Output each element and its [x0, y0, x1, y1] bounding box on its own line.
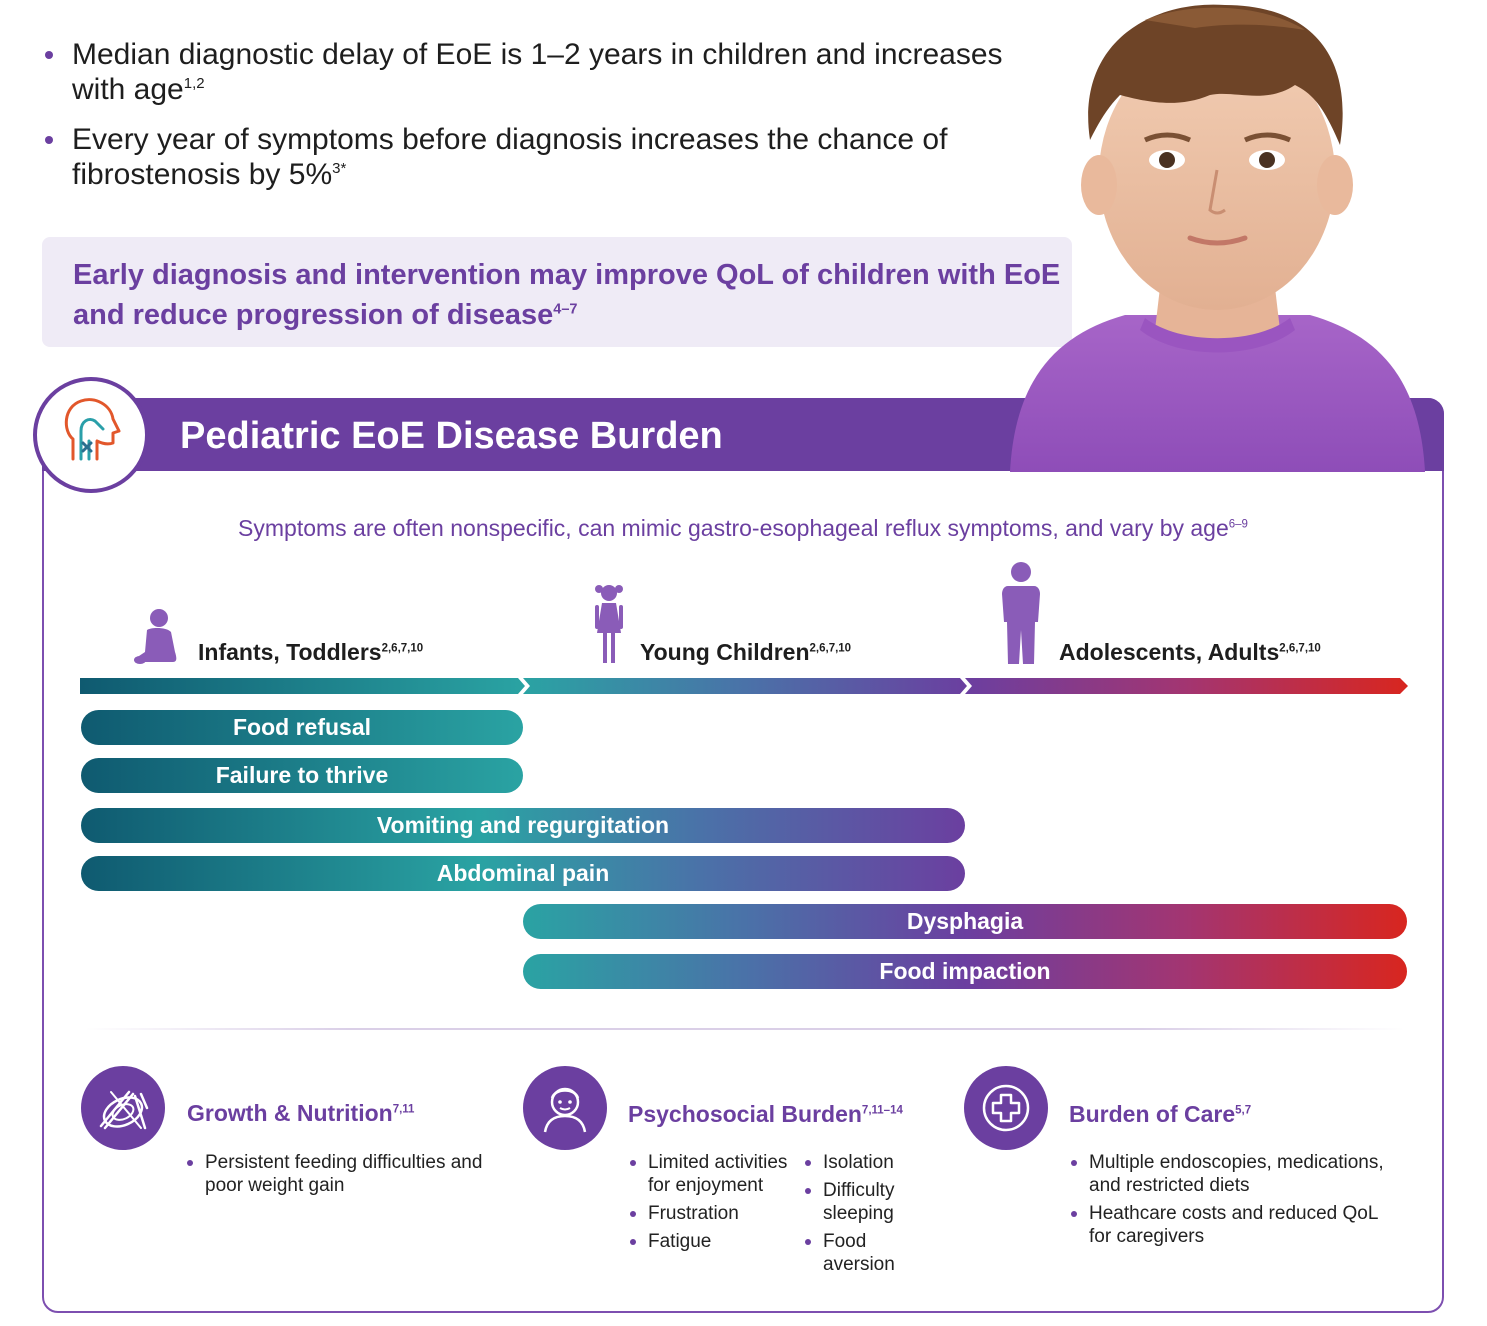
symptom-label: Food refusal: [232, 714, 371, 740]
burden-title: [1069, 1099, 1251, 1129]
symptom-bar: [81, 758, 523, 793]
list-item: Multiple endoscopies, medications, and restricted diets: [1069, 1151, 1389, 1197]
age-group-text: Adolescents, Adults: [1059, 639, 1280, 665]
symptom-bar: [81, 710, 523, 745]
reference: 1,2: [183, 75, 205, 92]
symptom-bar: [81, 808, 965, 843]
list-item: Frustration: [628, 1202, 788, 1225]
symptom-label: Food impaction: [879, 958, 1051, 984]
symptom-bar: [523, 954, 1407, 989]
burden-list: [628, 1151, 788, 1258]
card-title: Pediatric EoE Disease Burden: [180, 415, 723, 457]
list-item: Persistent feeding difficulties and poor weight gain: [185, 1151, 515, 1197]
child-portrait: [995, 0, 1440, 472]
age-group-label: [198, 637, 423, 667]
infant-icon: [133, 608, 181, 664]
reference: 2,6,7,10: [1279, 642, 1321, 655]
reference: 7,11–14: [861, 1104, 903, 1117]
list-item: Difficulty sleeping: [803, 1179, 933, 1225]
age-group-label: [1059, 637, 1321, 667]
burden-icon-circle: [523, 1066, 607, 1150]
burden-icon-circle: [81, 1066, 165, 1150]
section-divider: [85, 1028, 1405, 1030]
symptom-label: Dysphagia: [906, 908, 1024, 934]
age-group-label: [640, 637, 851, 667]
plate-utensils-icon: [81, 1066, 165, 1150]
callout-text: Early diagnosis and intervention may improve QoL of children with EoE and reduce progression of disease: [73, 259, 1061, 331]
card-subtitle: [42, 512, 1444, 544]
burden-title-text: Burden of Care: [1069, 1101, 1236, 1127]
list-item: Food aversion: [803, 1230, 933, 1276]
head-throat-badge: [33, 377, 149, 493]
age-group-text: Young Children: [640, 639, 810, 665]
burden-icon-circle: [964, 1066, 1048, 1150]
symptom-label: Failure to thrive: [215, 762, 389, 788]
list-item: Isolation: [803, 1151, 933, 1174]
reference: 6–9: [1228, 518, 1248, 531]
reference: 3*: [332, 160, 347, 177]
reference: 4–7: [553, 301, 578, 318]
burden-title-text: Psychosocial Burden: [628, 1101, 862, 1127]
reference: 5,7: [1235, 1104, 1252, 1117]
head-throat-icon: [37, 381, 145, 489]
symptom-label: Abdominal pain: [436, 860, 610, 886]
reference: 2,6,7,10: [381, 642, 424, 655]
reference: 7,11: [392, 1103, 415, 1116]
burden-title: [187, 1098, 414, 1128]
age-group-text: Infants, Toddlers: [198, 639, 382, 665]
intro-bullet-text: Every year of symptoms before diagnosis increases the chance of fibrostenosis by 5%: [72, 123, 948, 191]
subtitle-text: Symptoms are often nonspecific, can mimic gastro-esophageal reflux symptoms, and vary by age: [238, 515, 1229, 541]
burden-list: [1069, 1151, 1389, 1253]
burden-title: [628, 1099, 903, 1129]
adolescent-icon: [1002, 560, 1040, 666]
burden-list: [185, 1151, 515, 1202]
burden-title-text: Growth & Nutrition: [187, 1100, 393, 1126]
list-item: Limited activities for enjoyment: [628, 1151, 788, 1197]
list-item: Heathcare costs and reduced QoL for caregivers: [1069, 1202, 1389, 1248]
reference: 2,6,7,10: [809, 642, 852, 655]
intro-bullet-text: Median diagnostic delay of EoE is 1–2 years in children and increases with age: [72, 38, 1003, 106]
symptom-label: Vomiting and regurgitation: [376, 812, 670, 838]
bullet-dot: [45, 51, 53, 59]
burden-list: [803, 1151, 933, 1281]
age-timeline-arrow: [80, 677, 1410, 695]
symptom-bar: [523, 904, 1407, 939]
key-message-callout: [42, 237, 1072, 347]
medical-cross-icon: [964, 1066, 1048, 1150]
bullet-dot: [45, 136, 53, 144]
list-item: Fatigue: [628, 1230, 788, 1253]
symptom-bar: [81, 856, 965, 891]
child-face-icon: [523, 1066, 607, 1150]
young-child-icon: [594, 583, 624, 665]
